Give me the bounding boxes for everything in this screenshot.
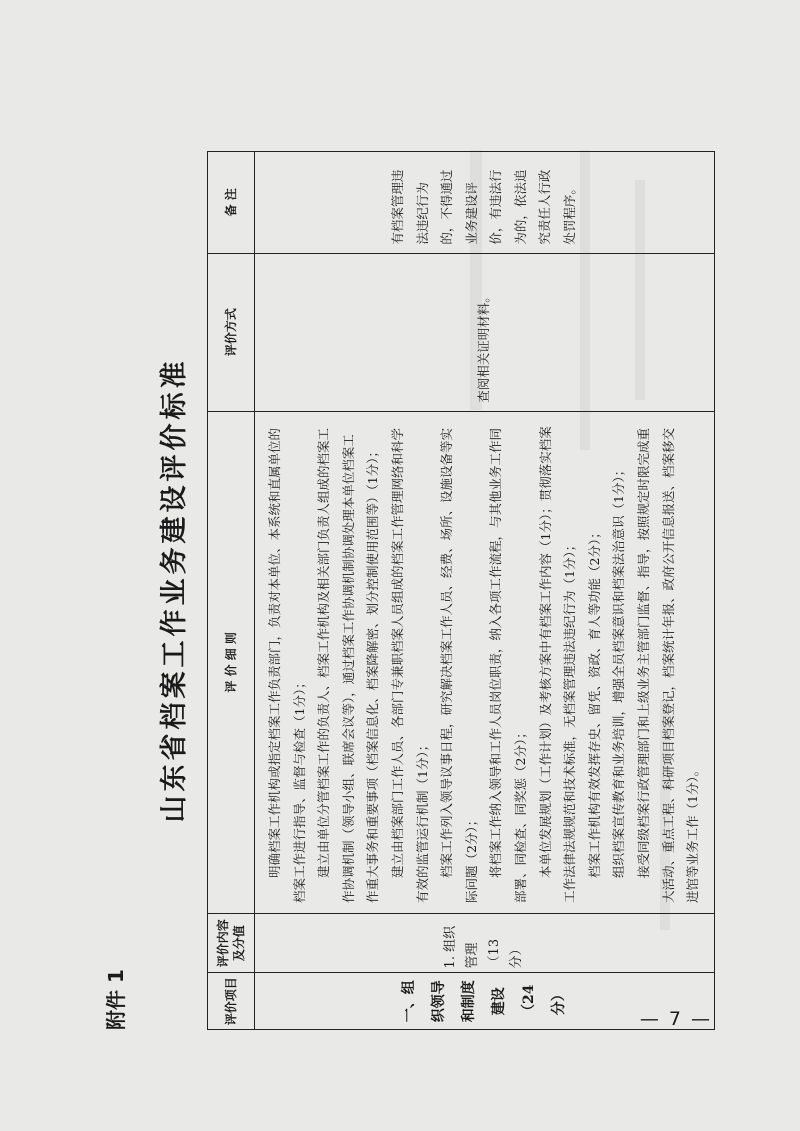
rule-item: 明确档案工作机构或指定档案工作负责部门，负责对本单位、本系统和直属单位的档案工作进行指导、监督与检查（1分）；: [267, 427, 307, 903]
page-number: — 7 —: [639, 1008, 712, 1030]
note-cell: 有档案管理违法违纪行为的，不得通过业务建设评价，有违法行为的，依法追究责任人行政处罚程序。: [255, 152, 715, 254]
header-project: 评价项目: [208, 973, 255, 1030]
header-note: 备 注: [208, 152, 255, 254]
rule-item: 建立由单位分管档案工作的负责人、档案工作机构及相关部门负责人组成的档案工作协调机制（领导小组、联席会议等），通过档案工作协调机制协调处理本单位档案工作重大事务和重要事项（档案信息化、档案降解密、划分控制使用范围等）（1分）；: [316, 427, 381, 903]
evaluation-method-cell: 查阅相关证明材料。: [255, 253, 715, 411]
evaluation-standard-table: [207, 151, 715, 1030]
header-method: 评价方式: [208, 253, 255, 411]
rule-item: 组织档案宣传教育和业务培训，增强全员档案意识和档案法治意识（1分）；: [611, 463, 627, 878]
rule-item: 档案工作机构有效发挥存史、留凭、资政、育人等功能（2分）；: [586, 526, 602, 878]
rule-item: 档案工作列入领导议事日程，研究解决档案工作人员、经费、场所、设施设备等实际问题（2分）；: [439, 427, 479, 903]
rotated-document-page: [100, 145, 720, 1035]
rule-item: 建立由档案部门工作人员、各部门专兼职档案人员组成的档案工作管理网络和科学有效的监管运行机制（1分）；: [389, 427, 430, 903]
header-content: 评价内容及分值: [208, 913, 255, 972]
evaluation-project-cell: 一、组织领导和制度建设（24分）: [255, 973, 715, 1030]
table-header-row: [208, 152, 255, 1030]
header-rules: 评 价 细 则: [208, 411, 255, 913]
rule-item: 接受同级档案行政管理部门和上级业务主管部门监督、指导，按照规定时限完成重大活动、重点工程、科研项目档案登记，档案统计年报、政府公开信息报送、档案移交进馆等业务工作（1分）。: [635, 427, 701, 903]
rules-cell: [255, 411, 715, 913]
rule-item: 本单位发展规划（工作计划）及考核方案中有档案工作内容（1分）；贯彻落实档案工作法律法规规范和技术标准，无档案管理违法违纪行为（1分）；: [537, 426, 578, 903]
table-row: [255, 152, 715, 1030]
attachment-label: 附件 1: [104, 969, 128, 1030]
document-title: 山东省档案工作业务建设评价标准: [159, 357, 190, 823]
evaluation-content-cell: 1. 组织管理（13 分）: [255, 913, 715, 972]
rule-item: 将档案工作纳入领导和工作人员岗位职责，纳入各项工作流程，与其他业务工作同部署、同检查、同奖惩（2分）；: [488, 427, 528, 903]
